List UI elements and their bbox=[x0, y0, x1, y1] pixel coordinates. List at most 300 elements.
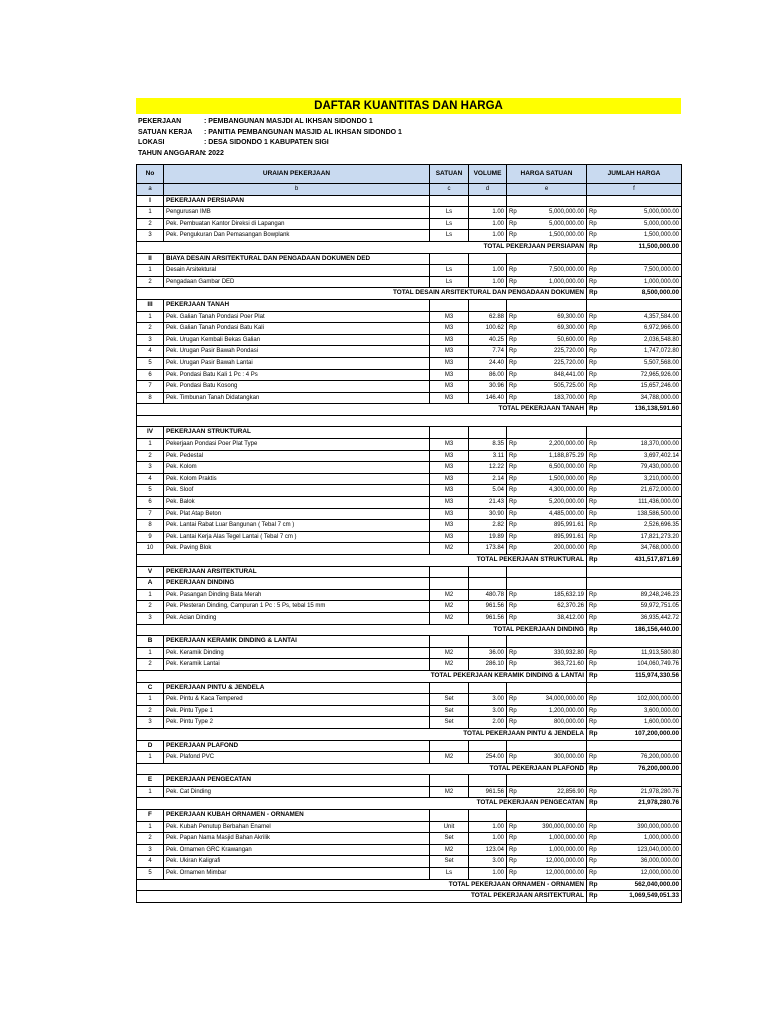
currency-label: Rp bbox=[587, 207, 601, 219]
empty-cell bbox=[507, 195, 587, 207]
item-volume: 1.00 bbox=[469, 821, 507, 833]
currency-label: Rp bbox=[587, 346, 601, 358]
empty-cell bbox=[469, 682, 507, 694]
item-unit: Ls bbox=[430, 868, 469, 880]
section-row bbox=[137, 740, 682, 752]
empty-cell bbox=[587, 740, 682, 752]
item-row bbox=[137, 230, 682, 242]
project-info bbox=[138, 117, 402, 159]
item-description: Pek. Kolom Praktis bbox=[164, 473, 430, 485]
item-description: Pek. Lantai Rabat Luar Bangunan ( Tebal 7 cm ) bbox=[164, 520, 430, 532]
item-volume: 173.84 bbox=[469, 543, 507, 555]
column-letter: a bbox=[137, 184, 164, 196]
line-total: 12,000,000.00 bbox=[601, 868, 682, 880]
item-number: 3 bbox=[137, 334, 164, 346]
meta-value: : PEMBANGUNAN MASJDI AL IKHSAN SIDONDO 1 bbox=[204, 118, 373, 125]
unit-price: 1,200,000.00 bbox=[521, 705, 587, 717]
line-total: 4,357,584.00 bbox=[601, 311, 682, 323]
item-volume: 146.40 bbox=[469, 392, 507, 404]
currency-label: Rp bbox=[587, 868, 601, 880]
currency-label: Rp bbox=[587, 612, 601, 624]
currency-label: Rp bbox=[507, 531, 521, 543]
currency-label: Rp bbox=[587, 717, 601, 729]
item-volume: 19.89 bbox=[469, 531, 507, 543]
item-volume: 30.90 bbox=[469, 508, 507, 520]
column-letter-row bbox=[137, 184, 682, 196]
total-amount: 11,500,000.00 bbox=[601, 241, 682, 253]
item-description: Pek. Kubah Penutup Berbahan Enamel bbox=[164, 821, 430, 833]
unit-price: 895,991.61 bbox=[521, 531, 587, 543]
empty-cell bbox=[469, 299, 507, 311]
line-total: 7,500,000.00 bbox=[601, 265, 682, 277]
item-number: 4 bbox=[137, 346, 164, 358]
item-number: 2 bbox=[137, 276, 164, 288]
item-volume: 30.96 bbox=[469, 381, 507, 393]
line-total: 3,210,000.00 bbox=[601, 473, 682, 485]
unit-price: 38,412.00 bbox=[521, 612, 587, 624]
item-description: Pek. Ornamen GRC Krawangan bbox=[164, 844, 430, 856]
currency-label: Rp bbox=[587, 520, 601, 532]
item-unit: M3 bbox=[430, 334, 469, 346]
item-row bbox=[137, 717, 682, 729]
section-number: III bbox=[137, 299, 164, 311]
item-description: Pek. Ornamen Mimbar bbox=[164, 868, 430, 880]
item-row bbox=[137, 392, 682, 404]
section-row bbox=[137, 810, 682, 822]
total-amount: 76,200,000.00 bbox=[601, 763, 682, 775]
total-label: TOTAL PEKERJAAN TANAH bbox=[137, 404, 587, 416]
item-volume: 3.00 bbox=[469, 856, 507, 868]
total-label: TOTAL PEKERJAAN PLAFOND bbox=[137, 763, 587, 775]
currency-label: Rp bbox=[587, 439, 601, 451]
line-total: 3,697,402.14 bbox=[601, 450, 682, 462]
line-total: 1,600,000.00 bbox=[601, 717, 682, 729]
item-description: Pek. Papan Nama Masjid Bahan Akrilik bbox=[164, 833, 430, 845]
total-label: TOTAL PEKERJAAN KERAMIK DINDING & LANTAI bbox=[137, 670, 587, 682]
unit-price: 5,000,000.00 bbox=[521, 218, 587, 230]
item-number: 7 bbox=[137, 508, 164, 520]
item-unit: M3 bbox=[430, 439, 469, 451]
item-row bbox=[137, 752, 682, 764]
column-letter: f bbox=[587, 184, 682, 196]
total-label: TOTAL PEKERJAAN ORNAMEN - ORNAMEN bbox=[137, 879, 587, 891]
currency-label: Rp bbox=[507, 786, 521, 798]
line-total: 76,200,000.00 bbox=[601, 752, 682, 764]
currency-label: Rp bbox=[587, 323, 601, 335]
item-number: 8 bbox=[137, 392, 164, 404]
item-row bbox=[137, 334, 682, 346]
item-volume: 1.00 bbox=[469, 868, 507, 880]
item-row bbox=[137, 786, 682, 798]
item-description: Pek. Galian Tanah Pondasi Poer Plat bbox=[164, 311, 430, 323]
item-description: Pek. Pintu Type 1 bbox=[164, 705, 430, 717]
item-unit: Ls bbox=[430, 265, 469, 277]
item-number: 1 bbox=[137, 311, 164, 323]
item-description: Pek. Timbunan Tanah Didatangkan bbox=[164, 392, 430, 404]
total-row bbox=[137, 288, 682, 300]
unit-price: 505,725.00 bbox=[521, 381, 587, 393]
unit-price: 1,188,875.29 bbox=[521, 450, 587, 462]
item-volume: 254.00 bbox=[469, 752, 507, 764]
section-row bbox=[137, 253, 682, 265]
item-row bbox=[137, 856, 682, 868]
line-total: 59,972,751.05 bbox=[601, 601, 682, 613]
unit-price: 1,000,000.00 bbox=[521, 276, 587, 288]
total-label: TOTAL PEKERJAAN ARSITEKTURAL bbox=[137, 891, 587, 903]
currency-label: Rp bbox=[587, 798, 601, 810]
item-row bbox=[137, 439, 682, 451]
currency-label: Rp bbox=[587, 265, 601, 277]
item-row bbox=[137, 265, 682, 277]
unit-price: 1,500,000.00 bbox=[521, 230, 587, 242]
item-description: Pek. Keramik Dinding bbox=[164, 647, 430, 659]
line-total: 11,913,580.80 bbox=[601, 647, 682, 659]
unit-price: 1,500,000.00 bbox=[521, 473, 587, 485]
item-row bbox=[137, 821, 682, 833]
bill-of-quantities-table bbox=[136, 164, 682, 903]
section-title: PEKERJAAN ARSITEKTURAL bbox=[164, 566, 430, 578]
empty-cell bbox=[430, 427, 469, 439]
currency-label: Rp bbox=[587, 763, 601, 775]
item-volume: 3.00 bbox=[469, 705, 507, 717]
column-letter: c bbox=[430, 184, 469, 196]
item-row bbox=[137, 369, 682, 381]
section-title: PEKERJAAN STRUKTURAL bbox=[164, 427, 430, 439]
item-volume: 24.40 bbox=[469, 357, 507, 369]
item-unit: Ls bbox=[430, 276, 469, 288]
item-description: Pengadaan Gambar DED bbox=[164, 276, 430, 288]
line-total: 21,978,280.76 bbox=[601, 786, 682, 798]
unit-price: 6,500,000.00 bbox=[521, 462, 587, 474]
section-number: E bbox=[137, 775, 164, 787]
section-number: IV bbox=[137, 427, 164, 439]
item-row bbox=[137, 659, 682, 671]
empty-cell bbox=[587, 636, 682, 648]
item-unit: Set bbox=[430, 856, 469, 868]
meta-row bbox=[138, 128, 402, 139]
item-volume: 961.56 bbox=[469, 601, 507, 613]
item-description: Pek. Paving Blok bbox=[164, 543, 430, 555]
item-unit: Set bbox=[430, 694, 469, 706]
empty-cell bbox=[430, 578, 469, 590]
currency-label: Rp bbox=[587, 311, 601, 323]
item-volume: 8.35 bbox=[469, 439, 507, 451]
currency-label: Rp bbox=[507, 311, 521, 323]
line-total: 36,000,000.00 bbox=[601, 856, 682, 868]
currency-label: Rp bbox=[507, 612, 521, 624]
total-amount: 186,156,440.00 bbox=[601, 624, 682, 636]
unit-price: 2,200,000.00 bbox=[521, 439, 587, 451]
empty-cell bbox=[507, 740, 587, 752]
empty-cell bbox=[430, 299, 469, 311]
empty-cell bbox=[469, 195, 507, 207]
empty-cell bbox=[587, 810, 682, 822]
item-description: Pek. Pasangan Dinding Bata Merah bbox=[164, 589, 430, 601]
currency-label: Rp bbox=[507, 601, 521, 613]
line-total: 34,768,000.00 bbox=[601, 543, 682, 555]
empty-cell bbox=[507, 810, 587, 822]
section-title: PEKERJAAN KUBAH ORNAMEN - ORNAMEN bbox=[164, 810, 430, 822]
meta-value: : DESA SIDONDO 1 KABUPATEN SIGI bbox=[204, 139, 329, 146]
section-number: D bbox=[137, 740, 164, 752]
section-number: F bbox=[137, 810, 164, 822]
item-description: Pek. Pengukuran Dan Pemasangan Bowplank bbox=[164, 230, 430, 242]
item-row bbox=[137, 497, 682, 509]
empty-cell bbox=[587, 195, 682, 207]
currency-label: Rp bbox=[507, 276, 521, 288]
unit-price: 7,500,000.00 bbox=[521, 265, 587, 277]
section-title: PEKERJAAN PENGECATAN bbox=[164, 775, 430, 787]
meta-row bbox=[138, 138, 402, 149]
total-amount: 107,200,000.00 bbox=[601, 728, 682, 740]
unit-price: 363,721.60 bbox=[521, 659, 587, 671]
currency-label: Rp bbox=[507, 439, 521, 451]
currency-label: Rp bbox=[587, 856, 601, 868]
currency-label: Rp bbox=[587, 381, 601, 393]
item-unit: M2 bbox=[430, 786, 469, 798]
item-row bbox=[137, 694, 682, 706]
item-unit: M2 bbox=[430, 589, 469, 601]
item-description: Pek. Keramik Lantai bbox=[164, 659, 430, 671]
header-harga-satuan: HARGA SATUAN bbox=[507, 165, 587, 184]
currency-label: Rp bbox=[507, 589, 521, 601]
line-total: 5,000,000.00 bbox=[601, 218, 682, 230]
unit-price: 800,000.00 bbox=[521, 717, 587, 729]
unit-price: 69,300.00 bbox=[521, 311, 587, 323]
currency-label: Rp bbox=[587, 404, 601, 416]
item-description: Pek. Sloof bbox=[164, 485, 430, 497]
unit-price: 34,000,000.00 bbox=[521, 694, 587, 706]
item-volume: 123.04 bbox=[469, 844, 507, 856]
currency-label: Rp bbox=[507, 392, 521, 404]
line-total: 17,821,273.20 bbox=[601, 531, 682, 543]
item-volume: 1.00 bbox=[469, 230, 507, 242]
item-row bbox=[137, 357, 682, 369]
item-volume: 3.11 bbox=[469, 450, 507, 462]
item-volume: 62.88 bbox=[469, 311, 507, 323]
item-number: 1 bbox=[137, 786, 164, 798]
empty-cell bbox=[587, 427, 682, 439]
item-number: 1 bbox=[137, 821, 164, 833]
unit-price: 848,441.00 bbox=[521, 369, 587, 381]
item-volume: 86.00 bbox=[469, 369, 507, 381]
total-label: TOTAL PEKERJAAN PINTU & JENDELA bbox=[137, 728, 587, 740]
line-total: 6,972,966.00 bbox=[601, 323, 682, 335]
currency-label: Rp bbox=[587, 694, 601, 706]
currency-label: Rp bbox=[587, 462, 601, 474]
currency-label: Rp bbox=[507, 230, 521, 242]
item-volume: 5.04 bbox=[469, 485, 507, 497]
item-number: 2 bbox=[137, 323, 164, 335]
empty-cell bbox=[469, 810, 507, 822]
item-unit: M2 bbox=[430, 601, 469, 613]
line-total: 79,430,000.00 bbox=[601, 462, 682, 474]
item-unit: M2 bbox=[430, 844, 469, 856]
item-unit: M3 bbox=[430, 369, 469, 381]
item-unit: M3 bbox=[430, 462, 469, 474]
currency-label: Rp bbox=[507, 705, 521, 717]
currency-label: Rp bbox=[587, 230, 601, 242]
currency-label: Rp bbox=[587, 844, 601, 856]
currency-label: Rp bbox=[507, 207, 521, 219]
empty-cell bbox=[430, 566, 469, 578]
item-number: 1 bbox=[137, 207, 164, 219]
currency-label: Rp bbox=[587, 589, 601, 601]
unit-price: 1,000,000.00 bbox=[521, 833, 587, 845]
empty-cell bbox=[507, 775, 587, 787]
item-volume: 286.10 bbox=[469, 659, 507, 671]
currency-label: Rp bbox=[587, 624, 601, 636]
line-total: 102,000,000.00 bbox=[601, 694, 682, 706]
item-unit: M3 bbox=[430, 381, 469, 393]
empty-cell bbox=[587, 578, 682, 590]
meta-value: : 2022 bbox=[204, 149, 224, 157]
currency-label: Rp bbox=[587, 821, 601, 833]
currency-label: Rp bbox=[587, 833, 601, 845]
empty-cell bbox=[469, 636, 507, 648]
section-number: A bbox=[137, 578, 164, 590]
item-description: Pek. Ukiran Kaligrafi bbox=[164, 856, 430, 868]
unit-price: 4,485,000.00 bbox=[521, 508, 587, 520]
item-description: Pek. Lantai Kerja Alas Tegel Lantai ( Tebal 7 cm ) bbox=[164, 531, 430, 543]
table-body bbox=[137, 195, 682, 902]
section-number: I bbox=[137, 195, 164, 207]
currency-label: Rp bbox=[507, 218, 521, 230]
empty-cell bbox=[137, 415, 682, 427]
unit-price: 200,000.00 bbox=[521, 543, 587, 555]
line-total: 1,500,000.00 bbox=[601, 230, 682, 242]
currency-label: Rp bbox=[507, 844, 521, 856]
total-label: TOTAL PEKERJAAN DINDING bbox=[137, 624, 587, 636]
currency-label: Rp bbox=[587, 601, 601, 613]
empty-cell bbox=[587, 253, 682, 265]
section-title: PEKERJAAN PINTU & JENDELA bbox=[164, 682, 430, 694]
section-row bbox=[137, 578, 682, 590]
section-row bbox=[137, 636, 682, 648]
item-unit: M3 bbox=[430, 357, 469, 369]
item-row bbox=[137, 323, 682, 335]
total-row bbox=[137, 798, 682, 810]
line-total: 2,526,696.35 bbox=[601, 520, 682, 532]
item-description: Pek. Plat Atap Beton bbox=[164, 508, 430, 520]
item-volume: 1.00 bbox=[469, 265, 507, 277]
total-amount: 115,974,330.56 bbox=[601, 670, 682, 682]
line-total: 5,000,000.00 bbox=[601, 207, 682, 219]
line-total: 390,000,000.00 bbox=[601, 821, 682, 833]
item-row bbox=[137, 462, 682, 474]
total-label: TOTAL PEKERJAAN PENGECATAN bbox=[137, 798, 587, 810]
item-row bbox=[137, 346, 682, 358]
section-title: PEKERJAAN KERAMIK DINDING & LANTAI bbox=[164, 636, 430, 648]
item-number: 1 bbox=[137, 752, 164, 764]
item-volume: 480.78 bbox=[469, 589, 507, 601]
meta-row bbox=[138, 149, 402, 160]
item-number: 7 bbox=[137, 381, 164, 393]
currency-label: Rp bbox=[587, 531, 601, 543]
item-unit: Ls bbox=[430, 218, 469, 230]
currency-label: Rp bbox=[507, 520, 521, 532]
item-volume: 3.00 bbox=[469, 694, 507, 706]
column-letter: b bbox=[164, 184, 430, 196]
empty-cell bbox=[430, 253, 469, 265]
blank-row bbox=[137, 415, 682, 427]
currency-label: Rp bbox=[587, 555, 601, 567]
document-title: DAFTAR KUANTITAS DAN HARGA bbox=[136, 98, 681, 114]
unit-price: 12,000,000.00 bbox=[521, 868, 587, 880]
item-volume: 36.00 bbox=[469, 647, 507, 659]
item-unit: M3 bbox=[430, 323, 469, 335]
currency-label: Rp bbox=[507, 752, 521, 764]
item-row bbox=[137, 844, 682, 856]
total-row bbox=[137, 404, 682, 416]
currency-label: Rp bbox=[587, 705, 601, 717]
item-row bbox=[137, 485, 682, 497]
empty-cell bbox=[430, 775, 469, 787]
item-description: Pek. Galian Tanah Pondasi Batu Kali bbox=[164, 323, 430, 335]
line-total: 21,672,000.00 bbox=[601, 485, 682, 497]
empty-cell bbox=[469, 427, 507, 439]
item-row bbox=[137, 520, 682, 532]
unit-price: 50,600.00 bbox=[521, 334, 587, 346]
currency-label: Rp bbox=[507, 821, 521, 833]
empty-cell bbox=[587, 299, 682, 311]
item-unit: M3 bbox=[430, 473, 469, 485]
currency-label: Rp bbox=[587, 241, 601, 253]
item-description: Pek. Pintu Type 2 bbox=[164, 717, 430, 729]
line-total: 15,657,246.00 bbox=[601, 381, 682, 393]
line-total: 104,060,749.76 bbox=[601, 659, 682, 671]
item-description: Pek. Urugan Kembali Bekas Galian bbox=[164, 334, 430, 346]
column-letter: e bbox=[507, 184, 587, 196]
item-unit: M3 bbox=[430, 450, 469, 462]
currency-label: Rp bbox=[587, 392, 601, 404]
item-row bbox=[137, 531, 682, 543]
item-row bbox=[137, 276, 682, 288]
section-row bbox=[137, 427, 682, 439]
total-row bbox=[137, 241, 682, 253]
item-number: 3 bbox=[137, 462, 164, 474]
currency-label: Rp bbox=[587, 647, 601, 659]
item-unit: M3 bbox=[430, 392, 469, 404]
line-total: 111,436,000.00 bbox=[601, 497, 682, 509]
item-row bbox=[137, 589, 682, 601]
item-description: Pek. Urugan Pasir Bawah Pondasi bbox=[164, 346, 430, 358]
currency-label: Rp bbox=[587, 543, 601, 555]
total-amount: 8,500,000.00 bbox=[601, 288, 682, 300]
item-number: 3 bbox=[137, 844, 164, 856]
item-volume: 1.00 bbox=[469, 833, 507, 845]
item-unit: M2 bbox=[430, 659, 469, 671]
item-row bbox=[137, 218, 682, 230]
currency-label: Rp bbox=[507, 450, 521, 462]
total-row bbox=[137, 891, 682, 903]
empty-cell bbox=[469, 740, 507, 752]
currency-label: Rp bbox=[507, 485, 521, 497]
total-row bbox=[137, 624, 682, 636]
item-description: Pekerjaan Pondasi Poer Plat Type bbox=[164, 439, 430, 451]
section-number: C bbox=[137, 682, 164, 694]
item-number: 3 bbox=[137, 717, 164, 729]
item-number: 4 bbox=[137, 856, 164, 868]
line-total: 3,600,000.00 bbox=[601, 705, 682, 717]
unit-price: 22,856.90 bbox=[521, 786, 587, 798]
currency-label: Rp bbox=[507, 323, 521, 335]
section-title: PEKERJAAN TANAH bbox=[164, 299, 430, 311]
currency-label: Rp bbox=[587, 659, 601, 671]
empty-cell bbox=[430, 195, 469, 207]
line-total: 2,036,548.80 bbox=[601, 334, 682, 346]
currency-label: Rp bbox=[507, 508, 521, 520]
